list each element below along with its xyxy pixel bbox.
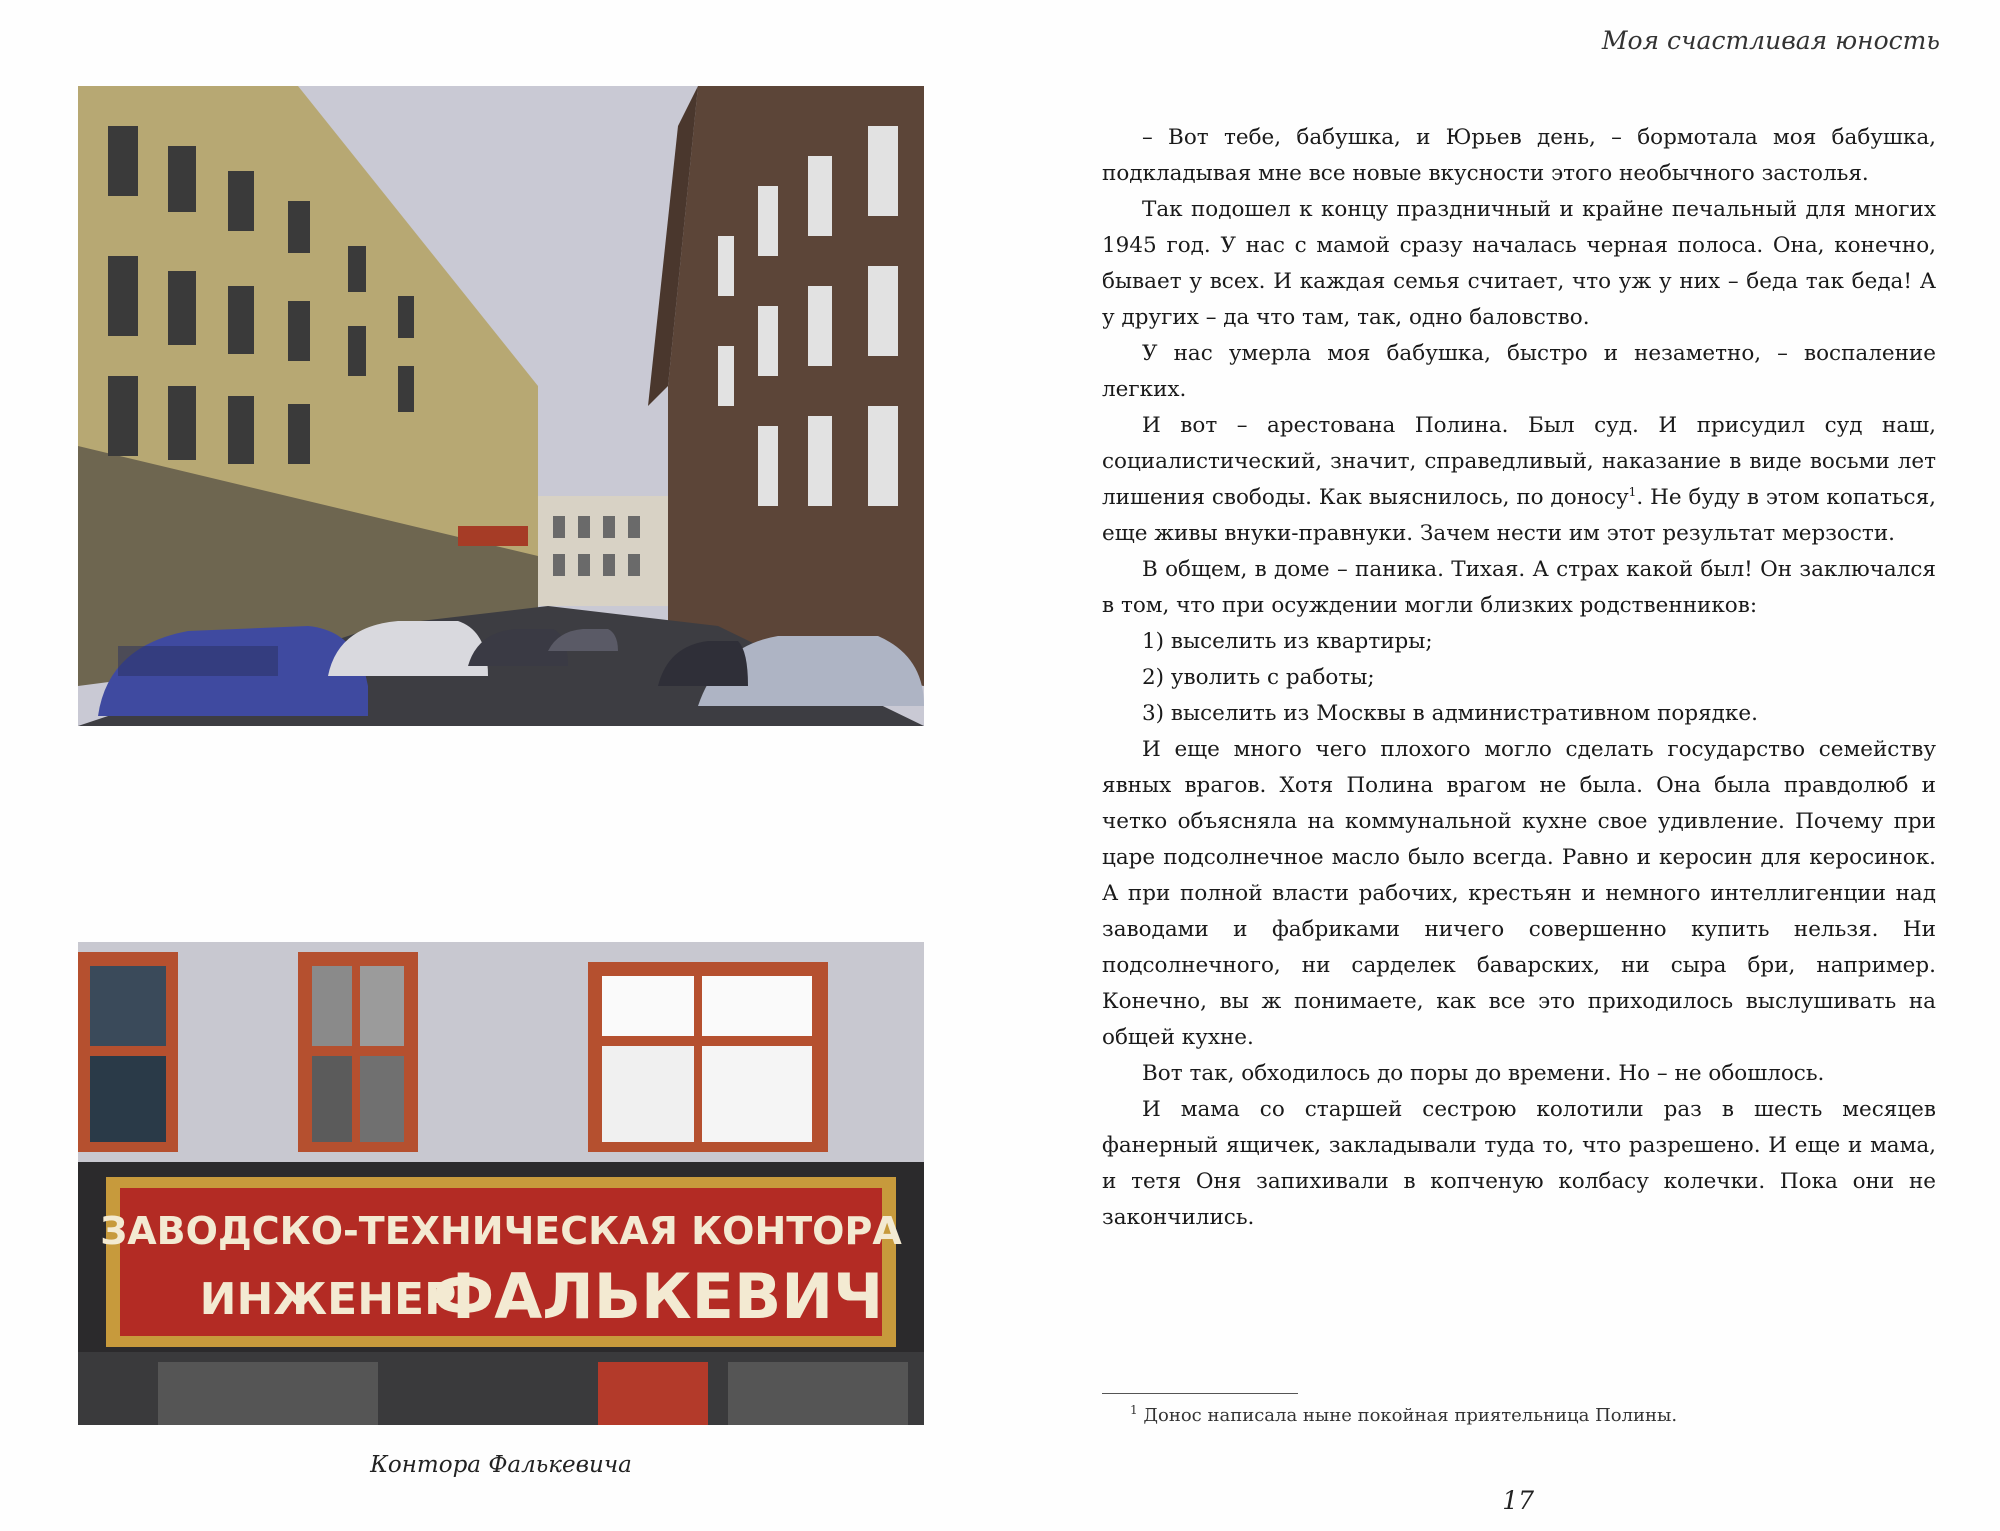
paragraph: И еще много чего плохого могло сделать государство семейству явных врагов. Хотя Полина врагом не была. Она была правдолюб и четко объясняла на коммунальной кухне свое удивление. Почему при царе подсолнечное масло было всегда. Равно и керосин для керосинок. А при полной власти рабочих, крестьян и немного интеллигенции над заводами и фабриками ничего совершенно купить нельзя. Ни подсолнечного, ни сарделек баварских, ни сыра бри, например. Конечно, вы ж понимаете, как все это приходилось выслушивать на общей кухне. bbox=[1102, 737, 1936, 1050]
list-item: 1) выселить из квартиры; bbox=[1142, 629, 1433, 654]
paragraph bbox=[1102, 408, 1936, 552]
paragraph: – Вот тебе, бабушка, и Юрьев день, – бормотала моя бабушка, подкладывая мне все новые вкусности этого необычного застолья. bbox=[1102, 125, 1936, 186]
sign-photo bbox=[78, 942, 924, 1425]
body-text bbox=[1102, 120, 1936, 1236]
paragraph: И мама со старшей сестрою колотили раз в шесть месяцев фанерный ящичек, закладывали туда то, что разрешено. И еще и мама, и тетя Оня запихивали в копченую колбасу колечки. Пока они не закончились. bbox=[1102, 1097, 1936, 1230]
page-number: 17 bbox=[1502, 1486, 1534, 1515]
paragraph: Вот так, обходилось до поры до времени. Но – не обошлось. bbox=[1142, 1061, 1825, 1086]
street-photo bbox=[78, 86, 924, 726]
sign-line-2-name: ФАЛЬКЕВИЧ bbox=[432, 1260, 884, 1333]
right-page bbox=[1000, 0, 2000, 1531]
footnote-reference: 1 bbox=[1628, 484, 1637, 499]
footnote-divider bbox=[1102, 1393, 1298, 1394]
paragraph: Так подошел к концу праздничный и крайне печальный для многих 1945 год. У нас с мамой сразу началась черная полоса. Она, конечно, бывает у всех. И каждая семья считает, что уж у них – беда так беда! А у других – да что там, так, одно баловство. bbox=[1102, 197, 1936, 330]
paragraph-text: . Не буду в этом копаться, еще живы внуки-правнуки. Зачем нести им этот результат мерзости. bbox=[1102, 485, 1936, 546]
running-head: Моя счастливая юность bbox=[1601, 26, 1940, 55]
footnote bbox=[1130, 1405, 1930, 1426]
list-item: 2) уволить с работы; bbox=[1142, 665, 1375, 690]
sign-line-1: ЗАВОДСКО-ТЕХНИЧЕСКАЯ КОНТОРА bbox=[100, 1209, 902, 1253]
footnote-mark: 1 bbox=[1130, 1403, 1138, 1417]
footnote-text: Донос написала ныне покойная приятельница Полины. bbox=[1143, 1405, 1678, 1426]
list-item: 3) выселить из Москвы в административном порядке. bbox=[1142, 701, 1758, 726]
paragraph-text: И вот – арестована Полина. Был суд. И присудил суд наш, социалистический, значит, справедливый, наказание в виде восьми лет лишения свободы. Как выяснилось, по доносу bbox=[1102, 413, 1936, 510]
paragraph: У нас умерла моя бабушка, быстро и незаметно, – воспаление легких. bbox=[1102, 341, 1936, 402]
street-photo-image bbox=[78, 86, 924, 726]
sign-photo-image bbox=[78, 942, 924, 1425]
photo-caption: Контора Фалькевича bbox=[370, 1452, 632, 1478]
sign-line-2-prefix: ИНЖЕНЕР bbox=[199, 1274, 457, 1325]
paragraph: В общем, в доме – паника. Тихая. А страх какой был! Он заключался в том, что при осуждении могли близких родственников: bbox=[1102, 557, 1936, 618]
